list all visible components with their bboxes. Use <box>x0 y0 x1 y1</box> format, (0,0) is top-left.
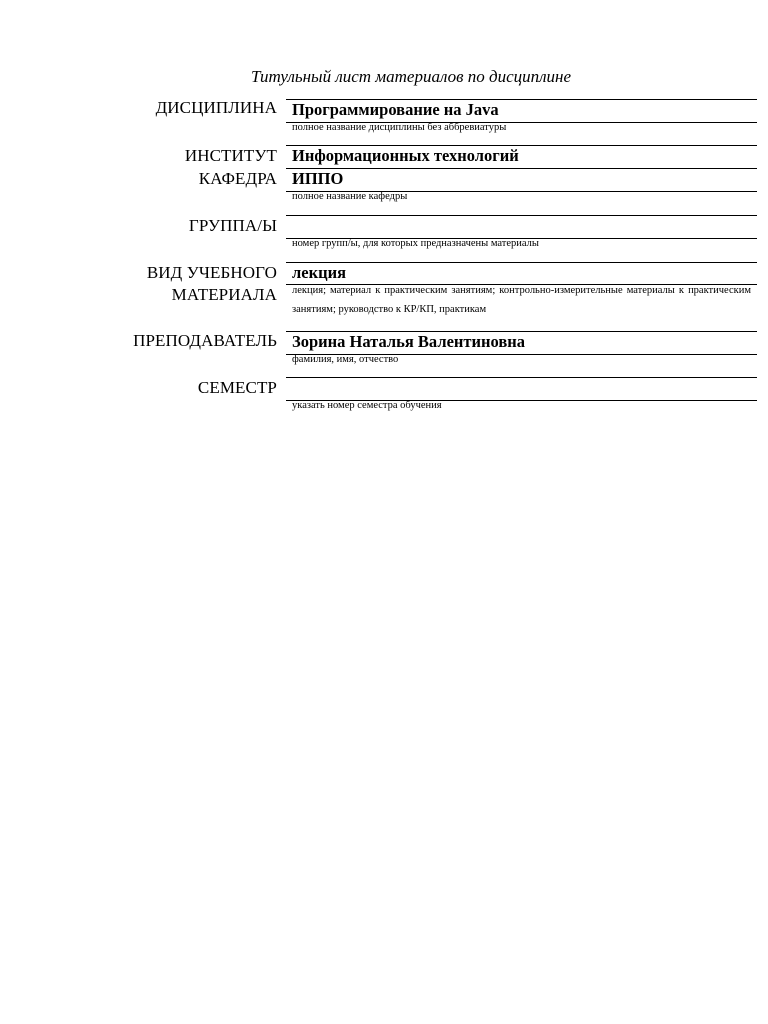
material-type-value[interactable]: лекция <box>292 263 347 282</box>
groups-hint: номер групп/ы, для которых предназначены материалы <box>292 238 539 249</box>
semester-label: СЕМЕСТР <box>197 378 277 397</box>
discipline-label: ДИСЦИПЛИНА <box>155 98 277 117</box>
material-type-top-rule <box>286 262 757 263</box>
groups-top-rule <box>286 215 757 216</box>
department-value[interactable]: ИППО <box>292 169 344 188</box>
discipline-hint: полное название дисциплины без аббревиатуры <box>292 122 507 133</box>
department-hint: полное название кафедры <box>292 191 408 202</box>
teacher-label: ПРЕПОДАВАТЕЛЬ <box>133 331 277 350</box>
teacher-hint: фамилия, имя, отчество <box>292 354 399 365</box>
page-title: Титульный лист материалов по дисциплине <box>250 67 572 86</box>
institute-underline <box>286 168 757 169</box>
teacher-value[interactable]: Зорина Наталья Валентиновна <box>292 332 526 351</box>
institute-label: ИНСТИТУТ <box>184 146 277 165</box>
material-type-label-line2: МАТЕРИАЛА <box>171 285 277 304</box>
material-type-hint: лекция; материал к практическим занятиям; контрольно-измерительные материалы к практическим занятиям; руководство к КР/КП, практикам <box>292 285 751 315</box>
material-type-label-line1: ВИД УЧЕБНОГО <box>146 263 277 282</box>
semester-hint: указать номер семестра обучения <box>292 400 442 411</box>
semester-top-rule <box>286 377 757 378</box>
groups-label: ГРУППА/Ы <box>188 216 277 235</box>
institute-value[interactable]: Информационных технологий <box>292 146 519 165</box>
department-label: КАФЕДРА <box>198 169 277 188</box>
discipline-value[interactable]: Программирование на Java <box>292 100 499 119</box>
